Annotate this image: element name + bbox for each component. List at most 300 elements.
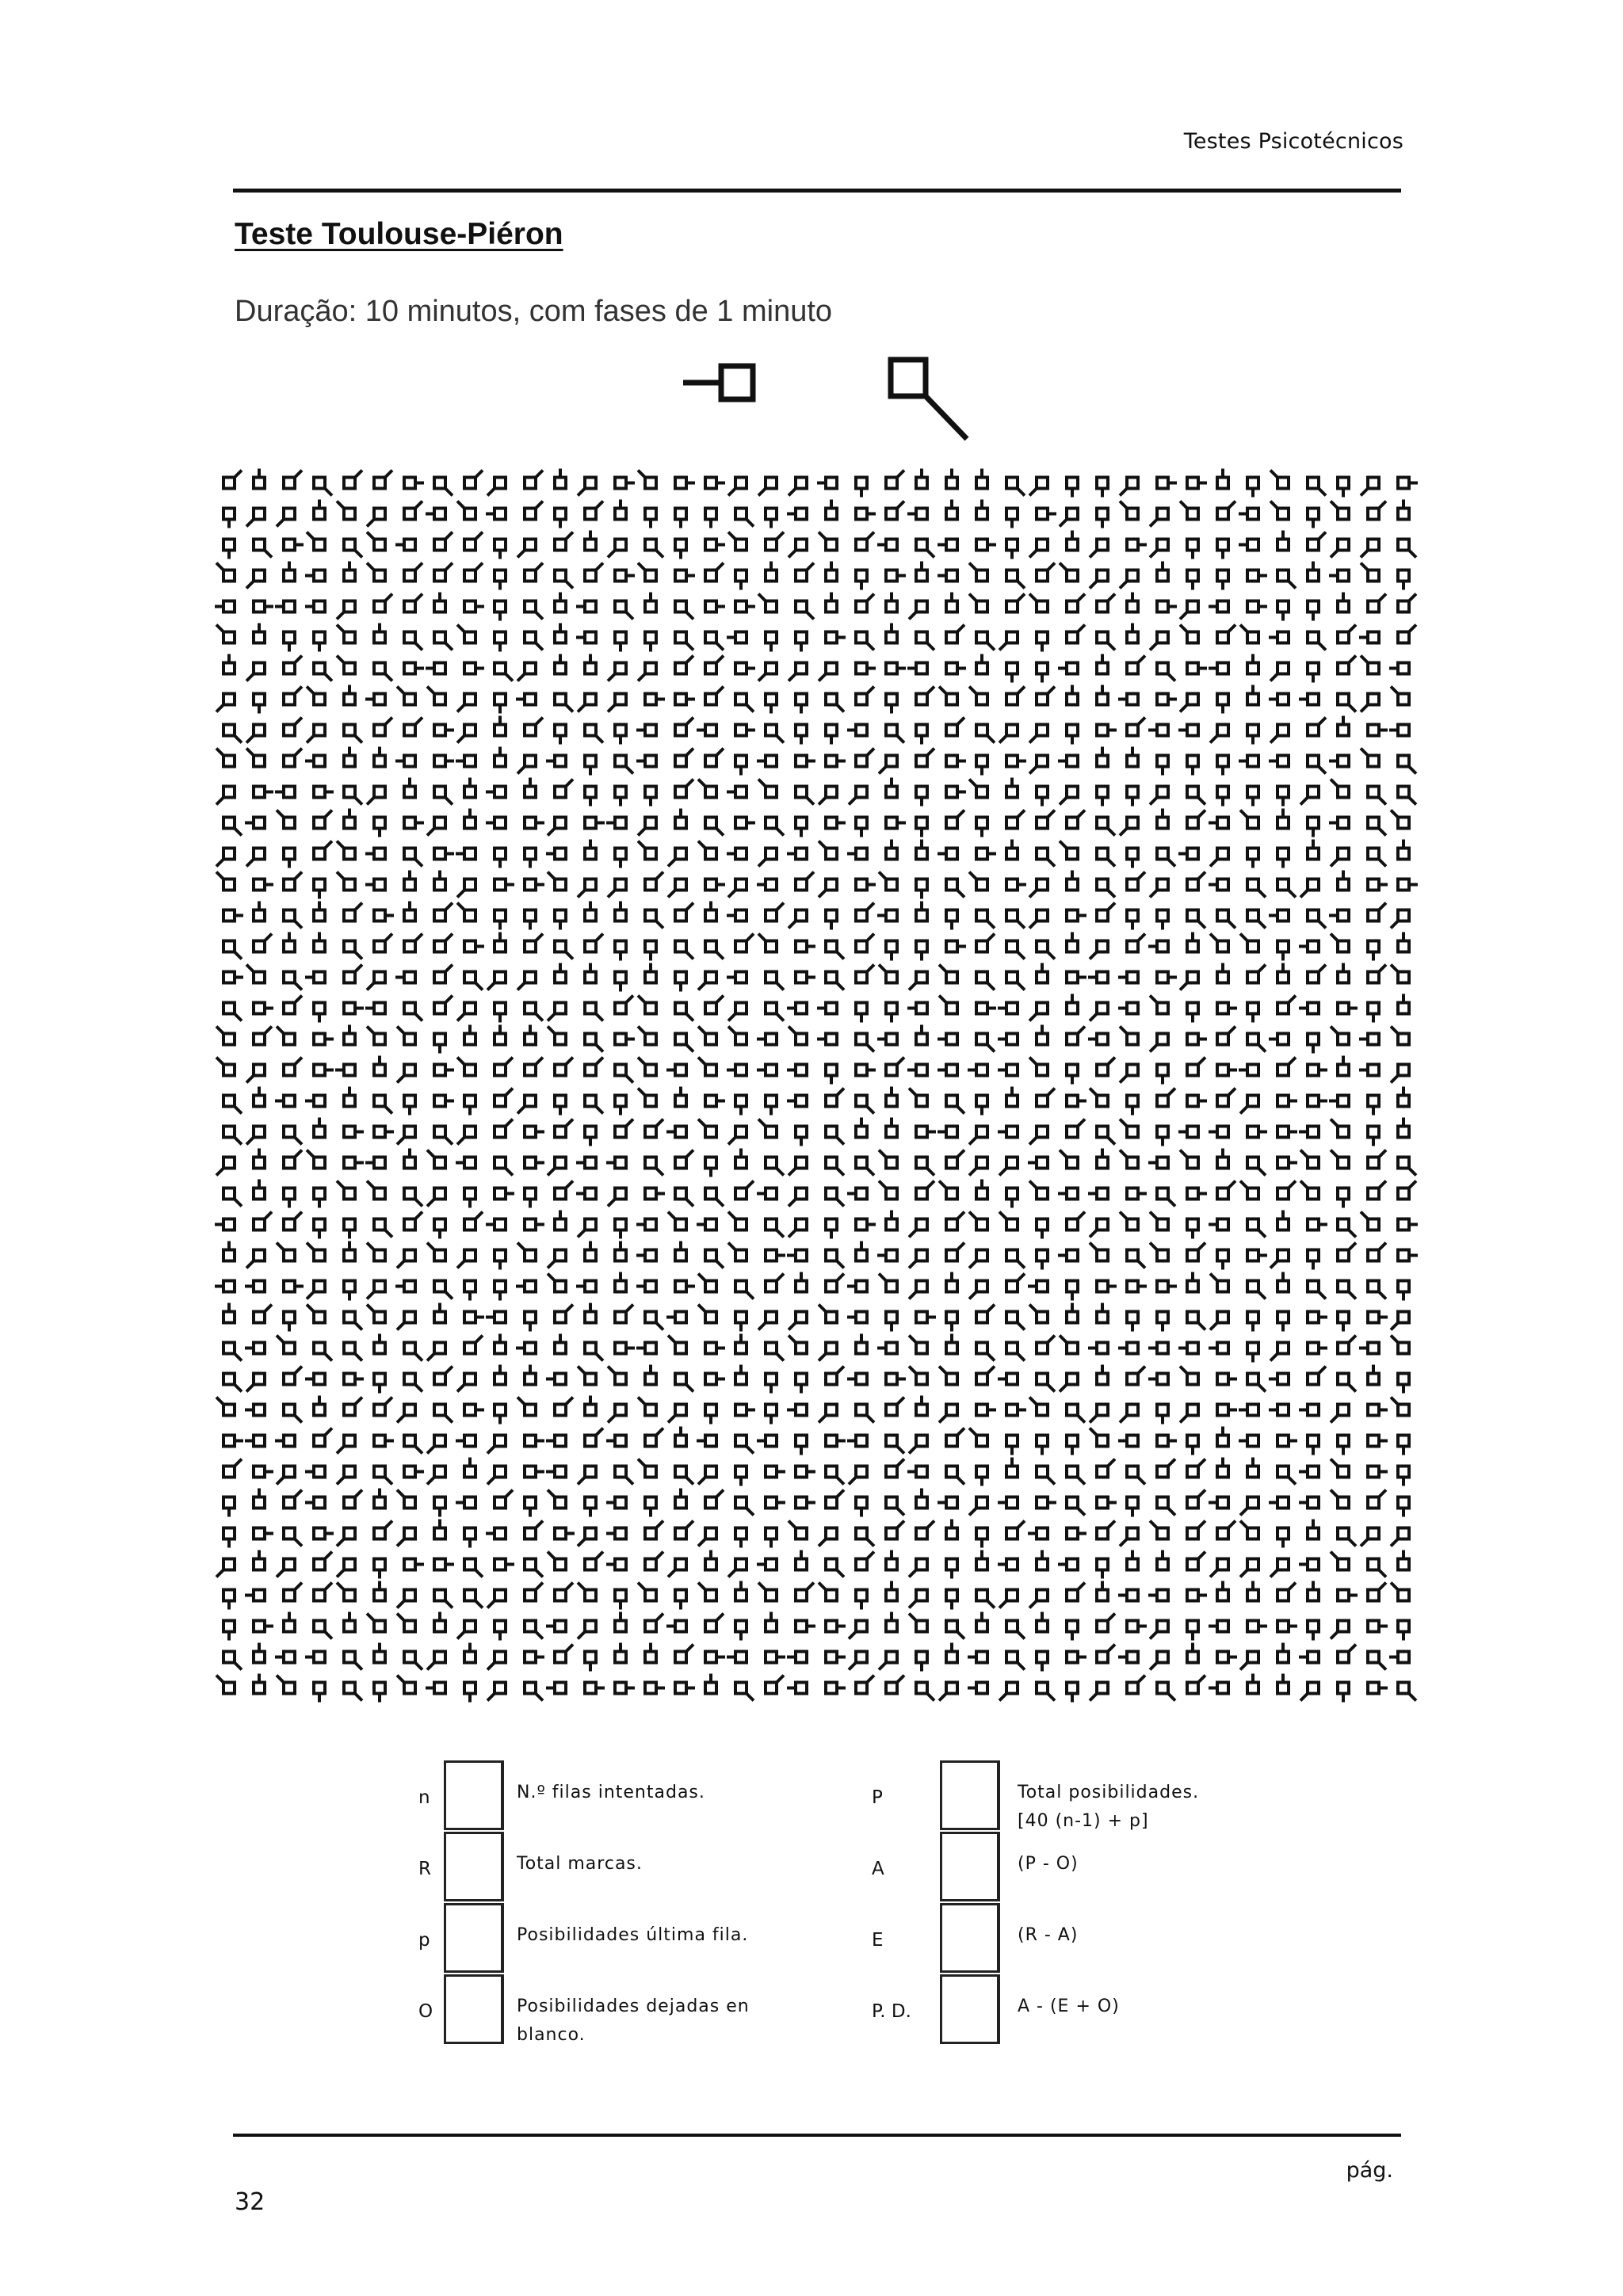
grid-symbol [1217,963,1228,983]
grid-symbol [1097,849,1115,867]
grid-symbol [1006,810,1025,829]
grid-symbol [397,1027,415,1045]
grid-symbol [548,1274,566,1292]
grid-symbol [374,818,385,837]
grid-symbol [1338,1003,1358,1014]
grid-symbol [1090,941,1108,959]
grid-symbol [374,1127,394,1138]
grid-symbol [1398,500,1409,520]
grid-symbol [307,725,325,743]
grid-symbol [555,694,573,712]
grid-symbol [1210,1312,1228,1330]
grid-symbol [397,1614,415,1632]
grid-symbol [608,694,626,712]
grid-symbol [1398,756,1416,774]
grid-symbol [735,1181,754,1199]
grid-symbol [525,1683,543,1701]
grid-symbol [1118,1343,1138,1354]
grid-symbol [705,632,724,650]
grid-symbol [284,1405,302,1423]
grid-symbol [856,1590,867,1610]
grid-symbol [727,787,747,798]
grid-symbol [758,594,777,612]
grid-symbol [1338,1374,1356,1392]
grid-symbol [1187,910,1205,929]
grid-symbol [886,1118,897,1138]
grid-symbol [254,1643,265,1663]
grid-symbol [1187,1312,1205,1330]
grid-symbol [585,818,605,829]
grid-symbol [735,1466,747,1486]
grid-symbol [946,787,966,798]
grid-symbol [1300,787,1319,805]
grid-symbol [1028,1528,1048,1539]
grid-symbol [879,872,897,891]
grid-symbol [1006,594,1025,612]
grid-symbol [307,532,325,551]
grid-symbol [427,1652,445,1670]
grid-symbol [1067,1303,1078,1323]
grid-symbol [886,1436,904,1454]
grid-symbol [758,934,777,952]
grid-symbol [606,818,626,829]
grid-symbol [1060,1150,1078,1169]
grid-symbol [246,749,265,767]
grid-symbol [434,725,454,736]
grid-symbol [766,632,777,652]
grid-symbol [314,1528,334,1539]
grid-symbol [907,1003,927,1014]
grid-symbol [1338,1312,1349,1332]
grid-symbol [1058,1559,1078,1570]
grid-symbol [1187,1552,1205,1570]
grid-symbol [245,1281,265,1292]
grid-symbol [284,849,295,868]
grid-symbol [999,1212,1018,1230]
grid-symbol [365,694,385,705]
grid-symbol [365,849,385,860]
grid-symbol [305,1652,325,1663]
grid-symbol [1067,933,1078,952]
grid-symbol [1299,1466,1319,1478]
grid-symbol [766,1676,784,1694]
grid-symbol [1060,841,1078,860]
grid-symbol [819,841,837,860]
grid-symbol [675,509,686,528]
grid-symbol [1308,663,1319,683]
grid-symbol [615,787,626,807]
grid-symbol [976,1343,995,1361]
grid-symbol [1067,1528,1086,1539]
grid-symbol [1157,972,1177,983]
grid-symbol [1006,1274,1025,1292]
grid-symbol [1269,1034,1289,1045]
grid-symbol [856,1003,867,1023]
grid-symbol [404,1149,415,1169]
grid-symbol [1180,1367,1198,1385]
grid-symbol [1006,1405,1026,1416]
grid-symbol [1217,1581,1228,1601]
grid-symbol [464,809,475,829]
grid-symbol [886,694,897,714]
grid-symbol [886,840,897,860]
grid-symbol [758,478,777,496]
grid-symbol [1398,594,1416,612]
grid-symbol [796,694,807,714]
grid-symbol [397,687,415,705]
grid-symbol [1067,594,1085,612]
grid-symbol [817,478,837,489]
grid-symbol [819,1343,837,1361]
grid-symbol [1391,687,1409,705]
grid-symbol [1088,1034,1108,1045]
grid-symbol [254,601,273,612]
grid-symbol [397,1490,415,1508]
grid-symbol [1157,663,1175,681]
grid-symbol [976,654,987,674]
grid-symbol [849,1621,867,1639]
grid-symbol [675,632,693,650]
grid-symbol [1368,1621,1388,1632]
grid-symbol [1277,1583,1296,1601]
grid-symbol [1180,694,1198,712]
grid-symbol [946,1466,964,1485]
grid-symbol [337,625,355,643]
grid-symbol [909,1281,927,1299]
grid-symbol [1150,509,1168,527]
legend-score-box [940,1903,1000,1973]
grid-symbol [555,1096,566,1116]
grid-symbol [968,1652,987,1663]
grid-symbol [246,1127,265,1145]
legend-letter: p [418,1930,430,1951]
grid-symbol [638,1089,656,1107]
grid-symbol [1338,1188,1349,1208]
grid-symbol [216,625,235,643]
grid-symbol [636,1343,656,1354]
grid-symbol [766,562,777,582]
grid-symbol [606,1528,626,1539]
grid-symbol [1006,756,1026,767]
grid-symbol [615,570,635,582]
grid-symbol [909,1590,927,1608]
legend-description: Posibilidades dejadas en [517,1997,750,2016]
grid-symbol [254,787,273,798]
grid-symbol [495,910,506,930]
grid-symbol [456,1158,475,1169]
grid-symbol [1299,1127,1319,1138]
grid-symbol [223,1374,242,1392]
grid-symbol [796,1497,815,1508]
grid-symbol [344,471,362,489]
grid-symbol [585,840,596,860]
grid-symbol [1187,933,1198,952]
grid-symbol [675,478,695,489]
grid-symbol [796,1550,807,1570]
grid-symbol [636,756,656,767]
grid-symbol [735,1096,747,1116]
grid-symbol [608,1405,626,1423]
grid-symbol [1157,1683,1175,1701]
grid-symbol [1148,941,1168,952]
grid-symbol [585,1552,603,1570]
grid-symbol [1239,1065,1258,1076]
grid-symbol [1338,1528,1356,1547]
grid-symbol [1338,656,1356,674]
grid-symbol [344,1003,364,1014]
grid-symbol [1269,694,1289,705]
grid-symbol [305,1466,325,1478]
grid-symbol [1209,879,1228,891]
grid-symbol [916,1181,934,1199]
grid-symbol [216,1676,235,1694]
grid-symbol [1157,809,1168,829]
grid-symbol [434,1559,454,1570]
grid-symbol [787,1683,807,1694]
grid-symbol [735,756,747,776]
grid-symbol [216,1158,235,1176]
grid-symbol [1308,1096,1327,1107]
grid-symbol [946,593,957,612]
grid-symbol [1277,1272,1289,1292]
grid-symbol [1157,1550,1168,1570]
grid-symbol [1029,879,1048,898]
grid-symbol [697,1219,716,1230]
grid-symbol [789,1521,807,1539]
grid-symbol [254,1305,272,1323]
grid-symbol [1187,540,1198,559]
grid-symbol [727,910,747,921]
grid-symbol [1210,1559,1228,1577]
grid-symbol [697,725,716,736]
grid-symbol [404,1652,422,1670]
grid-symbol [916,902,927,921]
grid-symbol [1127,1621,1147,1632]
grid-symbol [254,1149,265,1169]
grid-symbol [705,1490,724,1508]
grid-symbol [675,780,693,798]
grid-symbol [1150,1521,1168,1539]
grid-symbol [1037,1497,1056,1508]
grid-symbol [766,1652,785,1663]
grid-symbol [1300,1150,1319,1169]
grid-symbol [223,1652,242,1670]
grid-symbol [1247,1621,1267,1632]
grid-symbol [946,500,957,520]
grid-symbol [555,1528,575,1539]
grid-symbol [457,502,475,520]
grid-symbol [1029,725,1048,743]
grid-symbol [314,663,332,681]
grid-symbol [826,1188,844,1207]
sample-symbols [674,353,991,456]
grid-symbol [495,1158,513,1176]
grid-symbol [1217,1149,1228,1169]
grid-symbol [216,787,235,805]
grid-symbol [1217,469,1228,489]
grid-symbol [1006,540,1018,559]
grid-symbol [615,1643,626,1663]
grid-symbol [397,1528,415,1547]
grid-symbol [367,1281,385,1299]
grid-symbol [705,1158,716,1177]
grid-symbol [344,1281,355,1301]
grid-symbol [367,1614,385,1632]
grid-symbol [404,871,415,891]
grid-symbol [517,972,536,990]
grid-symbol [1299,1559,1319,1570]
grid-symbol [578,1466,596,1485]
grid-symbol [254,879,273,891]
grid-symbol [525,1436,544,1447]
grid-symbol [1029,478,1048,496]
grid-symbol [254,1027,272,1045]
grid-symbol [1120,1150,1138,1169]
grid-symbol [1368,1405,1388,1416]
grid-symbol [668,879,686,898]
grid-symbol [277,1336,295,1354]
grid-symbol [495,1003,506,1023]
grid-symbol [1247,849,1258,868]
grid-symbol [314,1188,325,1208]
grid-symbol [907,509,927,520]
grid-symbol [1331,1119,1349,1138]
grid-symbol [223,1127,242,1145]
grid-symbol [826,1250,844,1268]
grid-symbol [1180,502,1198,520]
grid-symbol [1067,1096,1086,1107]
grid-symbol [705,1343,725,1354]
grid-symbol [404,934,422,952]
grid-symbol [826,1683,846,1694]
grid-symbol [766,1528,777,1548]
grid-symbol [886,1497,904,1516]
grid-symbol [434,1281,453,1299]
grid-symbol [344,903,362,921]
grid-symbol [1217,540,1228,559]
grid-symbol [645,1552,663,1570]
grid-symbol [1247,1374,1266,1392]
grid-symbol [495,1058,513,1076]
grid-symbol [1097,725,1117,736]
grid-symbol [254,1003,273,1014]
grid-symbol [434,563,453,582]
grid-symbol [307,1281,325,1299]
grid-symbol [1338,871,1349,891]
grid-symbol [1178,849,1198,860]
grid-symbol [525,879,544,891]
grid-symbol [1210,934,1228,952]
grid-symbol [495,1405,506,1425]
grid-symbol [585,1396,596,1416]
grid-symbol [608,1367,626,1385]
grid-symbol [787,1096,807,1107]
grid-symbol [727,972,747,983]
grid-symbol [1037,1550,1048,1570]
grid-symbol [1067,1583,1085,1601]
grid-symbol [847,1281,867,1292]
grid-symbol [909,1336,927,1354]
grid-symbol [1037,1219,1048,1239]
grid-symbol [705,749,724,767]
grid-symbol [938,1034,957,1045]
grid-symbol [856,903,874,921]
grid-symbol [585,1497,596,1517]
grid-symbol [946,1643,957,1663]
grid-symbol [314,1034,334,1045]
grid-symbol [1368,1096,1379,1116]
grid-symbol [434,1127,453,1145]
grid-symbol [578,1367,596,1385]
grid-symbol [555,1211,566,1230]
grid-symbol [1359,1065,1379,1076]
grid-symbol [1006,1188,1018,1208]
grid-symbol [946,718,964,736]
grid-symbol [645,1521,663,1539]
grid-symbol [998,1065,1018,1076]
grid-symbol [1331,1459,1349,1478]
grid-symbol [909,1436,927,1454]
grid-symbol [675,1034,693,1052]
grid-symbol [1398,1181,1416,1199]
grid-symbol [525,1559,543,1577]
grid-symbol [1391,1528,1409,1547]
grid-symbol [817,1034,837,1045]
grid-symbol [374,910,394,921]
grid-symbol [1120,1212,1138,1230]
grid-symbol [886,1676,904,1694]
grid-symbol [638,1398,656,1416]
grid-symbol [1097,1281,1117,1292]
grid-symbol [254,1180,265,1199]
grid-symbol [367,1181,385,1199]
grid-symbol [284,933,295,952]
grid-symbol [1097,594,1115,612]
grid-symbol [1329,570,1349,582]
grid-symbol [365,1003,385,1014]
grid-symbol [789,1219,807,1238]
grid-symbol [1247,1312,1258,1332]
grid-symbol [314,933,325,952]
grid-symbol [1359,1034,1379,1045]
grid-symbol [404,902,415,921]
grid-symbol [645,694,665,705]
grid-symbol [1338,1281,1356,1299]
grid-symbol [856,509,876,520]
grid-symbol [728,1212,747,1230]
grid-symbol [216,694,235,712]
grid-symbol [675,694,695,705]
grid-symbol [495,747,506,767]
grid-symbol [1368,787,1386,805]
grid-symbol [335,1065,355,1076]
grid-symbol [1060,1336,1078,1354]
grid-symbol [1097,787,1108,807]
grid-symbol [675,718,693,736]
grid-symbol [374,1374,385,1394]
grid-symbol [847,849,867,860]
grid-symbol [1398,1118,1409,1138]
grid-symbol [1277,1621,1297,1632]
grid-symbol [1270,663,1289,681]
grid-symbol [525,778,536,798]
grid-symbol [826,1089,844,1107]
grid-symbol [464,1528,475,1548]
legend-score-box [940,1760,1000,1830]
grid-symbol [946,910,957,930]
grid-symbol [909,1089,927,1107]
grid-symbol [374,1521,392,1539]
